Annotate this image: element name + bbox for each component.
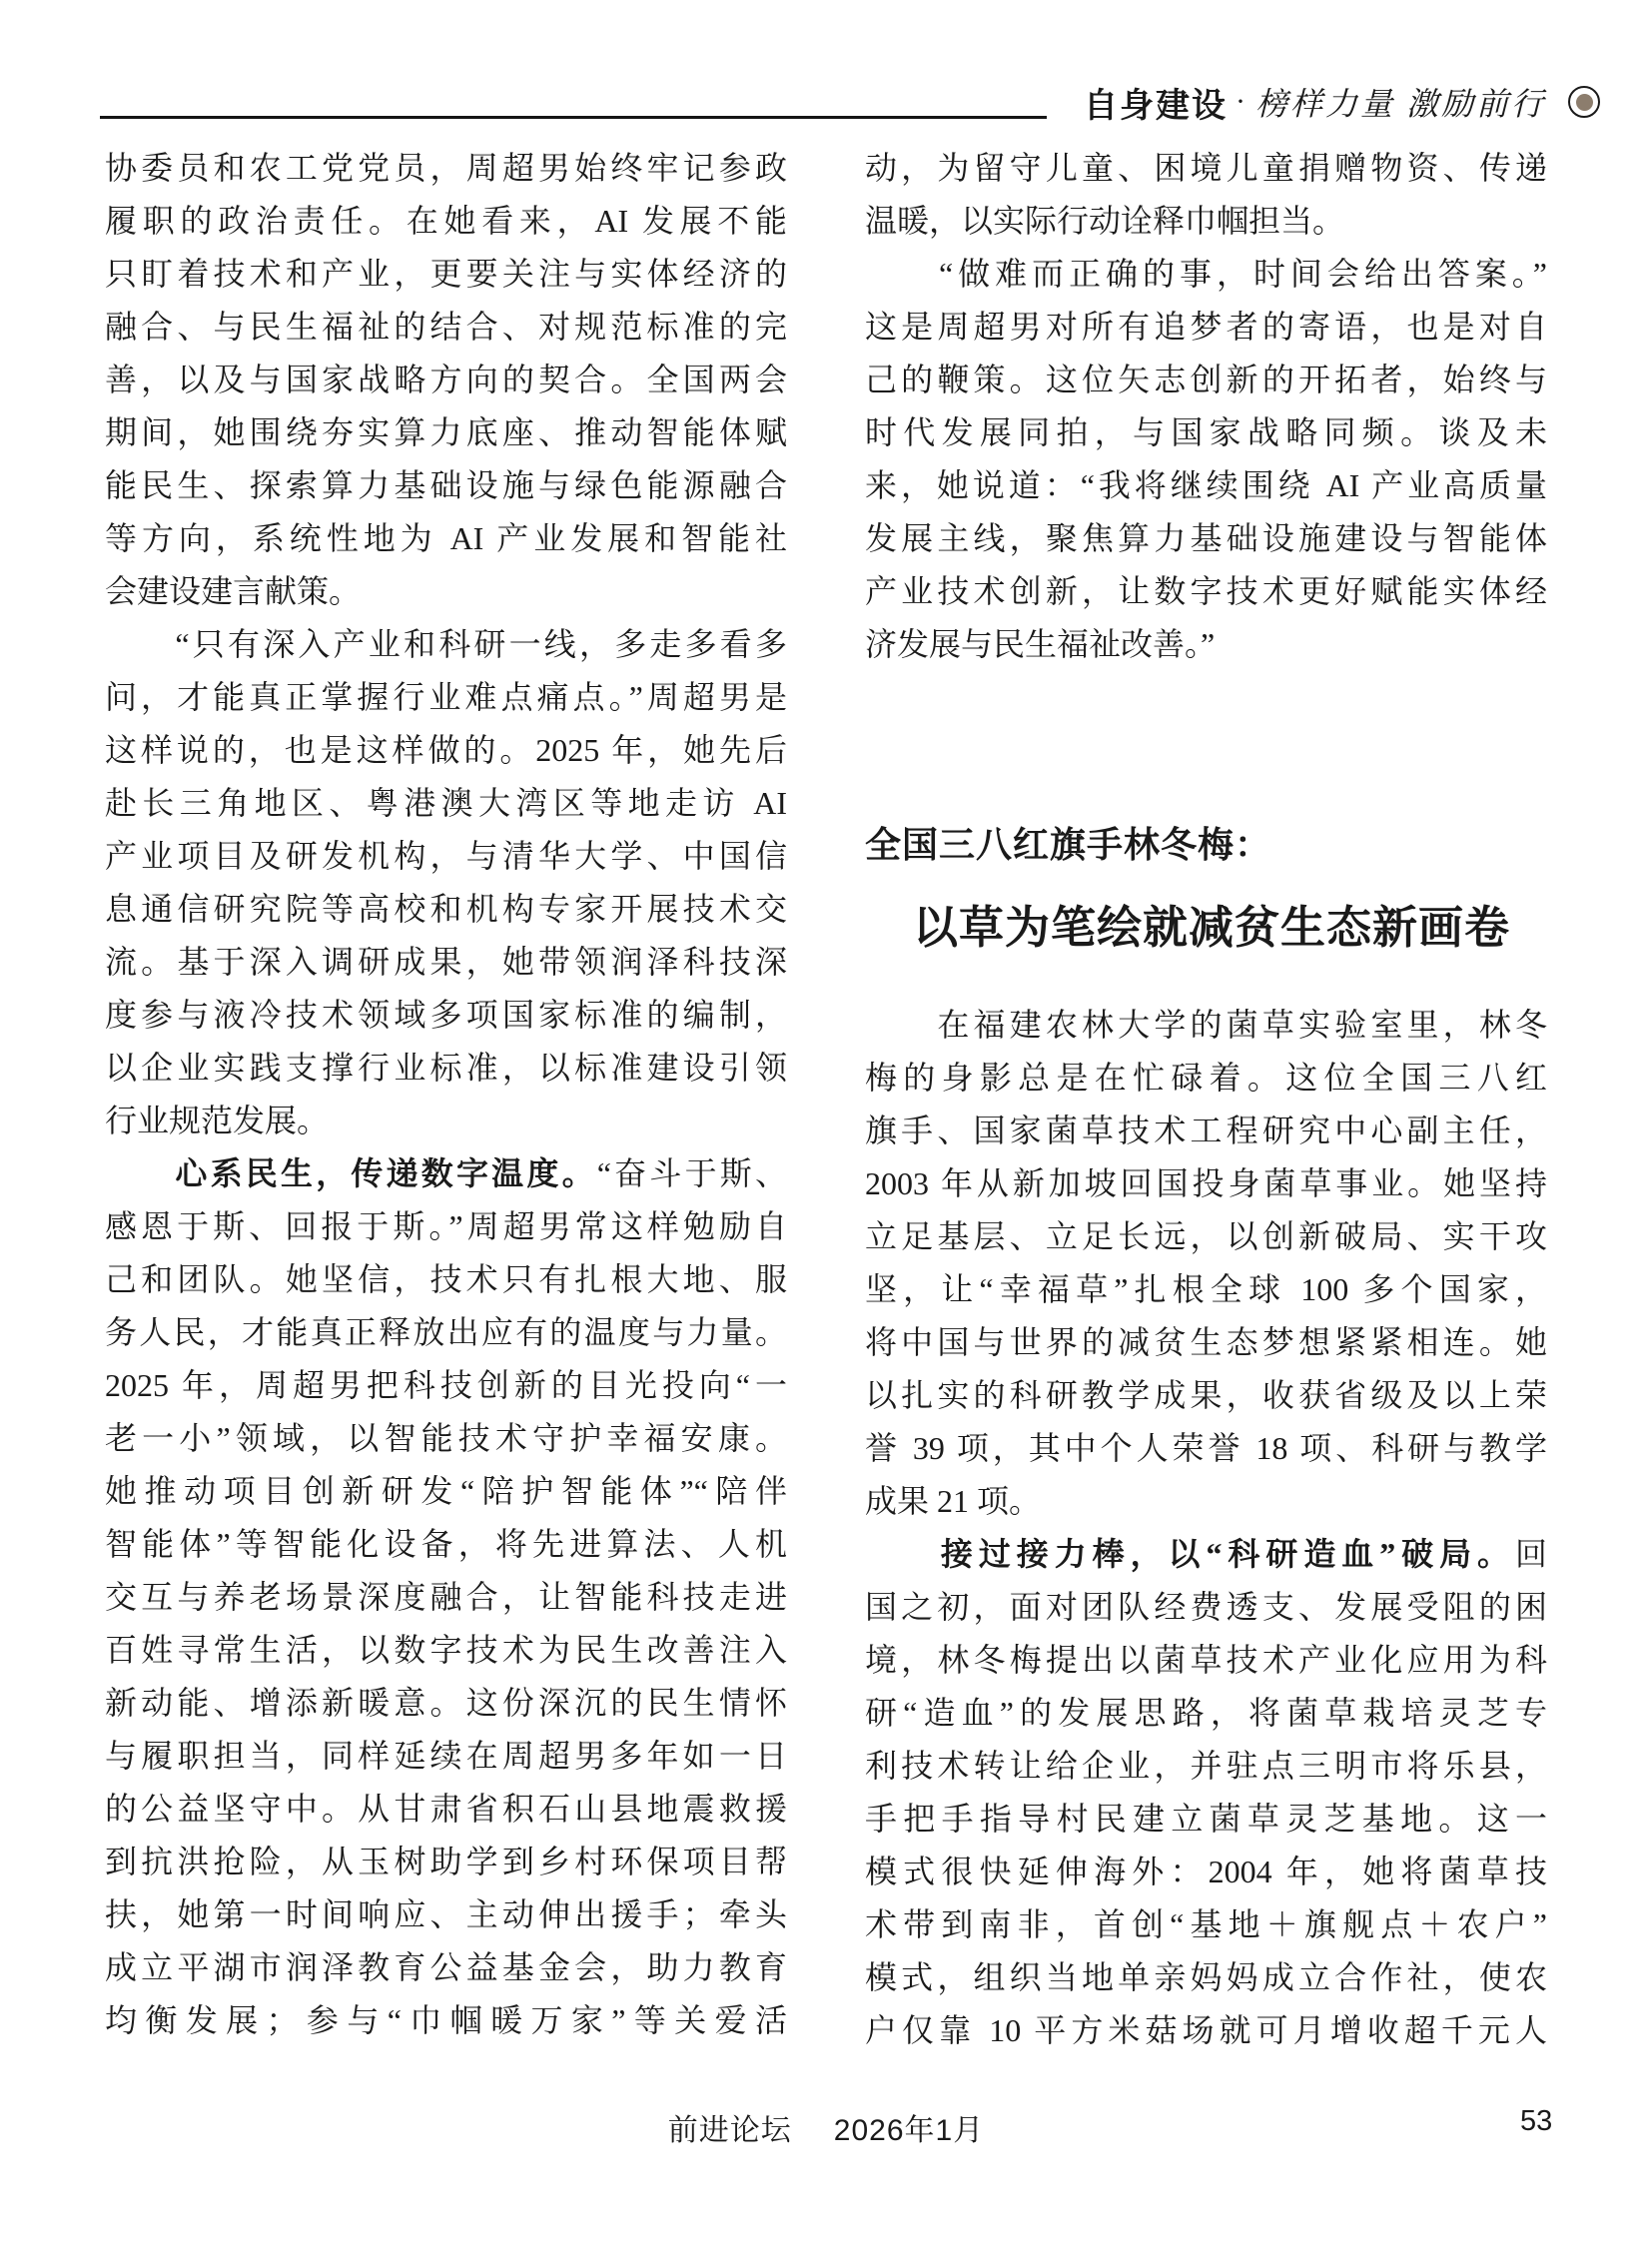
left-column: [105, 142, 787, 2047]
text-line: 接过接力棒，以“科研造血”破局。回: [865, 1536, 1547, 1572]
text-line: 履职的政治责任。在她看来，AI 发展不能: [105, 203, 787, 239]
text-line: 济发展与民生福祉改善。”: [865, 626, 1216, 662]
text-line: 能民生、探索算力基础设施与绿色能源融合: [105, 467, 787, 503]
text-line: 利技术转让给企业，并驻点三明市将乐县，: [865, 1748, 1547, 1784]
text-line: 梅的身影总是在忙碌着。这位全国三八红: [865, 1060, 1547, 1096]
text-line: 感恩于斯、回报于斯。”周超男常这样勉励自: [105, 1208, 787, 1244]
footer-date: 2026年1月: [833, 2114, 985, 2147]
text-line: 问，才能真正掌握行业难点痛点。”周超男是: [105, 679, 787, 715]
text-line: 务人民，才能真正释放出应有的温度与力量。: [105, 1314, 787, 1350]
text-line: “只有深入产业和科研一线，多走多看多: [105, 626, 787, 662]
article2-heading-line1: 全国三八红旗手林冬梅：: [865, 824, 1272, 865]
text-line: 户仅靠 10 平方米菇场就可月增收超千元人: [865, 2012, 1547, 2048]
text-line: 己和团队。她坚信，技术只有扎根大地、服: [105, 1261, 787, 1297]
text-line: 术带到南非，首创“基地＋旗舰点＋农户”: [865, 1906, 1547, 1942]
text-line: 己的鞭策。这位矢志创新的开拓者，始终与: [865, 362, 1547, 397]
text-line: 以扎实的科研教学成果，收获省级及以上荣: [865, 1377, 1547, 1413]
text-line: 发展主线，聚焦算力基础设施建设与智能体: [865, 520, 1547, 556]
text-line: 老一小”领域，以智能技术守护幸福安康。: [105, 1420, 787, 1456]
text-line: 动，为留守儿童、困境儿童捐赠物资、传递: [865, 150, 1547, 186]
section-header: [1084, 80, 1600, 124]
text-line: 行业规范发展。: [105, 1103, 330, 1138]
section-dot-icon: [1568, 86, 1600, 118]
text-line: 交互与养老场景深度融合，让智能科技走进: [105, 1579, 787, 1615]
text-line: 坚，让“幸福草”扎根全球 100 多个国家，: [865, 1271, 1547, 1307]
text-line: 度参与液冷技术领域多项国家标准的编制，: [105, 997, 787, 1033]
header-rule: [100, 116, 1047, 119]
bold-lead-in: 心系民生，传递数字温度。: [105, 1155, 597, 1191]
text-line: 温暖，以实际行动诠释巾帼担当。: [865, 203, 1345, 239]
text-line: 境，林冬梅提出以菌草技术产业化应用为科: [865, 1642, 1547, 1678]
text-line: 誉 39 项，其中个人荣誉 18 项、科研与教学: [865, 1430, 1547, 1466]
right-column-top: [865, 142, 1547, 671]
article2-heading-line2: 以草为笔绘就减贫生态新画卷: [913, 902, 1511, 953]
text-line: 的公益坚守中。从甘肃省积石山县地震救援: [105, 1791, 787, 1827]
footer-journal: 前进论坛: [667, 2114, 792, 2147]
text-line: 2003 年从新加坡回国投身菌草事业。她坚持: [865, 1165, 1547, 1201]
footer: [0, 2105, 1652, 2149]
section-title: 自身建设: [1084, 86, 1228, 125]
section-slogan: 榜样力量 激励前行: [1255, 86, 1547, 122]
text-line: 时代发展同拍，与国家战略同频。谈及未: [865, 414, 1547, 450]
text-line: 均衡发展；参与“巾帼暖万家”等关爱活: [105, 2002, 787, 2038]
text-line: 扶，她第一时间响应、主动伸出援手；牵头: [105, 1896, 787, 1932]
text-line: 到抗洪抢险，从玉树助学到乡村环保项目帮: [105, 1844, 787, 1879]
right-column-bottom: [865, 999, 1547, 2057]
text-line: 手把手指导村民建立菌草灵芝基地。这一: [865, 1801, 1547, 1837]
text-line: 模式很快延伸海外：2004 年，她将菌草技: [865, 1854, 1547, 1889]
text-line: 期间，她围绕夯实算力底座、推动智能体赋: [105, 414, 787, 450]
text-line: 旗手、国家菌草技术工程研究中心副主任，: [865, 1113, 1547, 1148]
text-line: 只盯着技术和产业，更要关注与实体经济的: [105, 256, 787, 292]
text-line: 成立平湖市润泽教育公益基金会，助力教育: [105, 1949, 787, 1985]
text-line: 会建设建言献策。: [105, 573, 362, 609]
text-line: 产业项目及研发机构，与清华大学、中国信: [105, 838, 787, 874]
text-line: 百姓寻常生活，以数字技术为民生改善注入: [105, 1632, 787, 1668]
bold-lead-in: 接过接力棒，以“科研造血”破局。: [865, 1536, 1515, 1572]
text-line: 在福建农林大学的菌草实验室里，林冬: [865, 1007, 1547, 1043]
text-line: 立足基层、立足长远，以创新破局、实干攻: [865, 1218, 1547, 1254]
text-line: 新动能、增添新暖意。这份深沉的民生情怀: [105, 1685, 787, 1721]
text-line: 与履职担当，同样延续在周超男多年如一日: [105, 1738, 787, 1774]
text-line: 赴长三角地区、粤港澳大湾区等地走访 AI: [105, 785, 787, 821]
text-line: 来，她说道：“我将继续围绕 AI 产业高质量: [865, 467, 1547, 503]
text-line: “做难而正确的事，时间会给出答案。”: [865, 256, 1547, 292]
section-separator: ·: [1236, 85, 1245, 118]
text-line: 她推动项目创新研发“陪护智能体”“陪伴: [105, 1473, 787, 1509]
text-line: 协委员和农工党党员，周超男始终牢记参政: [105, 150, 787, 186]
text-line: 这样说的，也是这样做的。2025 年，她先后: [105, 732, 787, 768]
text-line: 产业技术创新，让数字技术更好赋能实体经: [865, 573, 1547, 609]
text-line: 将中国与世界的减贫生态梦想紧紧相连。她: [865, 1324, 1547, 1360]
text-line: 这是周超男对所有追梦者的寄语，也是对自: [865, 309, 1547, 345]
text-line: 智能体”等智能化设备，将先进算法、人机: [105, 1526, 787, 1562]
page-number: 53: [1520, 2105, 1553, 2137]
text-line: 善，以及与国家战略方向的契合。全国两会: [105, 362, 787, 397]
text-line: 模式，组织当地单亲妈妈成立合作社，使农: [865, 1959, 1547, 1995]
text-line: 等方向，系统性地为 AI 产业发展和智能社: [105, 520, 787, 556]
text-line: 以企业实践支撑行业标准，以标准建设引领: [105, 1050, 787, 1086]
text-line: 国之初，面对团队经费透支、发展受阻的困: [865, 1589, 1547, 1625]
text-line: 心系民生，传递数字温度。“奋斗于斯、: [105, 1155, 787, 1191]
text-line: 融合、与民生福祉的结合、对规范标准的完: [105, 309, 787, 345]
text-line: 成果 21 项。: [865, 1483, 1042, 1519]
text-line: 流。基于深入调研成果，她带领润泽科技深: [105, 944, 787, 980]
text-line: 2025 年，周超男把科技创新的目光投向“一: [105, 1367, 787, 1403]
text-line: 研“造血”的发展思路，将菌草栽培灵芝专: [865, 1695, 1547, 1731]
text-line: 息通信研究院等高校和机构专家开展技术交: [105, 891, 787, 927]
